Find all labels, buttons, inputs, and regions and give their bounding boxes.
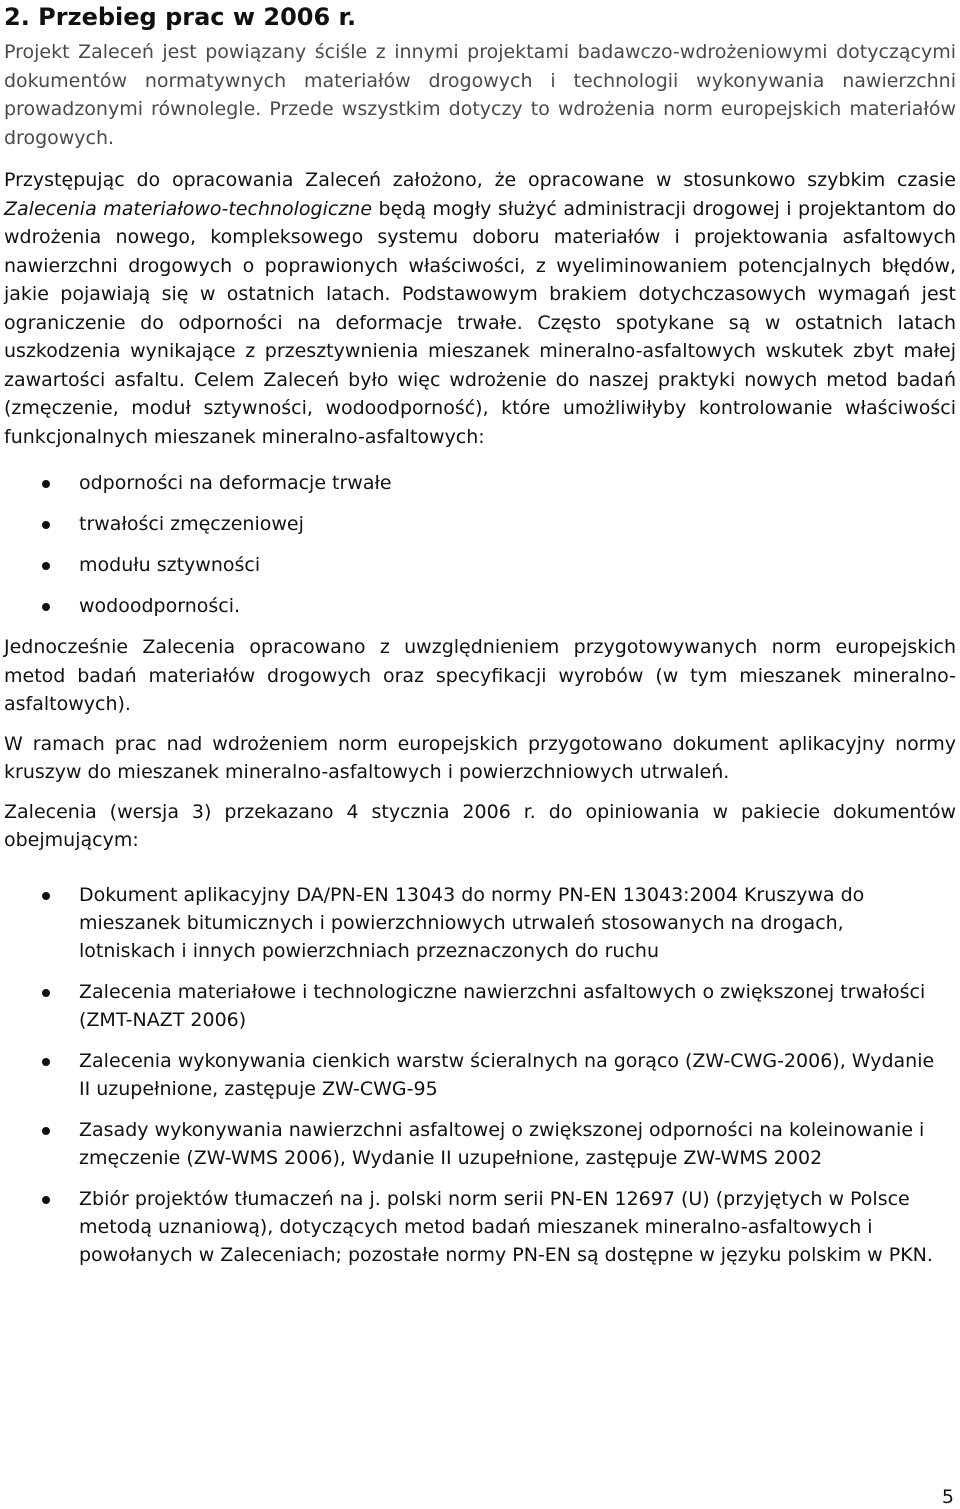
bullet-icon (42, 1127, 50, 1135)
bullet-icon (42, 521, 50, 529)
list-item (4, 592, 956, 620)
list-item (4, 1047, 956, 1103)
list-item-text: modułu sztywności (79, 554, 261, 576)
list-item-text: Dokument aplikacyjny DA/PN-EN 13043 do normy PN-EN 13043:2004 Kruszywa do mieszanek bitumicznych i powierzchniowych utrwaleń stosowanych na drogach, lotniskach i innych powierzchniach przeznaczonych do ruchu (79, 883, 865, 962)
bullet-icon (42, 892, 50, 900)
list-item (4, 1185, 956, 1269)
bullet-icon (42, 603, 50, 611)
list-item (4, 1116, 956, 1172)
list-item (4, 469, 956, 497)
list-item-text: Zalecenia wykonywania cienkich warstw ścieralnych na gorąco (ZW-CWG-2006), Wydanie II uzupełnione, zastępuje ZW-CWG-95 (79, 1049, 935, 1100)
consultation-paragraph: Zalecenia (wersja 3) przekazano 4 stycznia 2006 r. do opiniowania w pakiecie dokumentów obejmującym: (4, 800, 956, 851)
page-content (4, 0, 956, 1282)
bullet-icon (42, 1196, 50, 1204)
european-standards-paragraph: Jednocześnie Zalecenia opracowano z uwzględnieniem przygotowywanych norm europejskich metod badań materiałów drogowych oraz specyfikacji wyrobów (w tym mieszanek mineralno-asfaltowych). (4, 636, 956, 715)
bullet-icon (42, 480, 50, 488)
recommendations-text-start: Przystępując do opracowania Zaleceń założono, że opracowane w stosunkowo szybkim czasie (4, 169, 956, 191)
section-heading: 2. Przebieg prac w 2006 r. (4, 3, 357, 31)
list-item-text: Zbiór projektów tłumaczeń na j. polski norm serii PN-EN 12697 (U) (przyjętych w Polsce metodą uznaniową), dotyczących metod badań mieszanek mineralno-asfaltowych i powołanych w Zaleceniach; pozostałe normy PN-EN są dostępne w języku polskim w PKN. (79, 1187, 933, 1266)
properties-list (4, 469, 956, 620)
list-item-text: odporności na deformacje trwałe (79, 472, 392, 494)
bullet-icon (42, 562, 50, 570)
bullet-icon (42, 1058, 50, 1066)
list-item (4, 510, 956, 538)
list-item-text: wodoodporności. (79, 595, 241, 617)
bullet-icon (42, 989, 50, 997)
list-item-text: Zasady wykonywania nawierzchni asfaltowej o zwiększonej odporności na koleinowanie i zmęczenie (ZW-WMS 2006), Wydanie II uzupełnione, zastępuje ZW-WMS 2002 (79, 1118, 925, 1169)
list-item-text: trwałości zmęczeniowej (79, 513, 304, 535)
page-number: 5 (941, 1486, 954, 1508)
documents-list (4, 881, 956, 1269)
intro-paragraph: Projekt Zaleceń jest powiązany ściśle z innymi projektami badawczo-wdrożeniowymi dotyczącymi dokumentów normatywnych materiałów drogowych i technologii wykonywania nawierzchni prowadzonymi równolegle. Przede wszystkim dotyczy to wdrożenia norm europejskich materiałów drogowych. (4, 41, 956, 149)
list-item (4, 881, 956, 965)
list-item (4, 551, 956, 579)
list-item (4, 978, 956, 1034)
application-document-paragraph: W ramach prac nad wdrożeniem norm europejskich przygotowano dokument aplikacyjny normy kruszyw do mieszanek mineralno-asfaltowych i powierzchniowych utrwaleń. (4, 732, 956, 783)
recommendations-text-rest: będą mogły służyć administracji drogowej i projektantom do wdrożenia nowego, kompleksowego systemu doboru materiałów i projektowania asfaltowych nawierzchni drogowych o poprawionych właściwości, z wyeliminowaniem potencjalnych błędów, jakie pojawiają się w ostatnich latach. Podstawowym brakiem dotychczasowych wymagań jest ograniczenie do odporności na deformacje trwałe. Często spotykane są w ostatnich latach uszkodzenia wynikające z przesztywnienia mieszanek mineralno-asfaltowych wskutek zbyt małej zawartości asfaltu. Celem Zaleceń było więc wdrożenie do naszej praktyki nowych metod badań (zmęczenie, moduł sztywności, wodoodporność), które umożliwiłyby kontrolowanie właściwości funkcjonalnych mieszanek mineralno-asfaltowych: (4, 197, 957, 448)
recommendations-italic-title: Zalecenia materiałowo-technologiczne (4, 197, 373, 220)
recommendations-paragraph (4, 166, 956, 451)
list-item-text: Zalecenia materiałowe i technologiczne nawierzchni asfaltowych o zwiększonej trwałości (ZMT-NAZT 2006) (79, 980, 926, 1031)
